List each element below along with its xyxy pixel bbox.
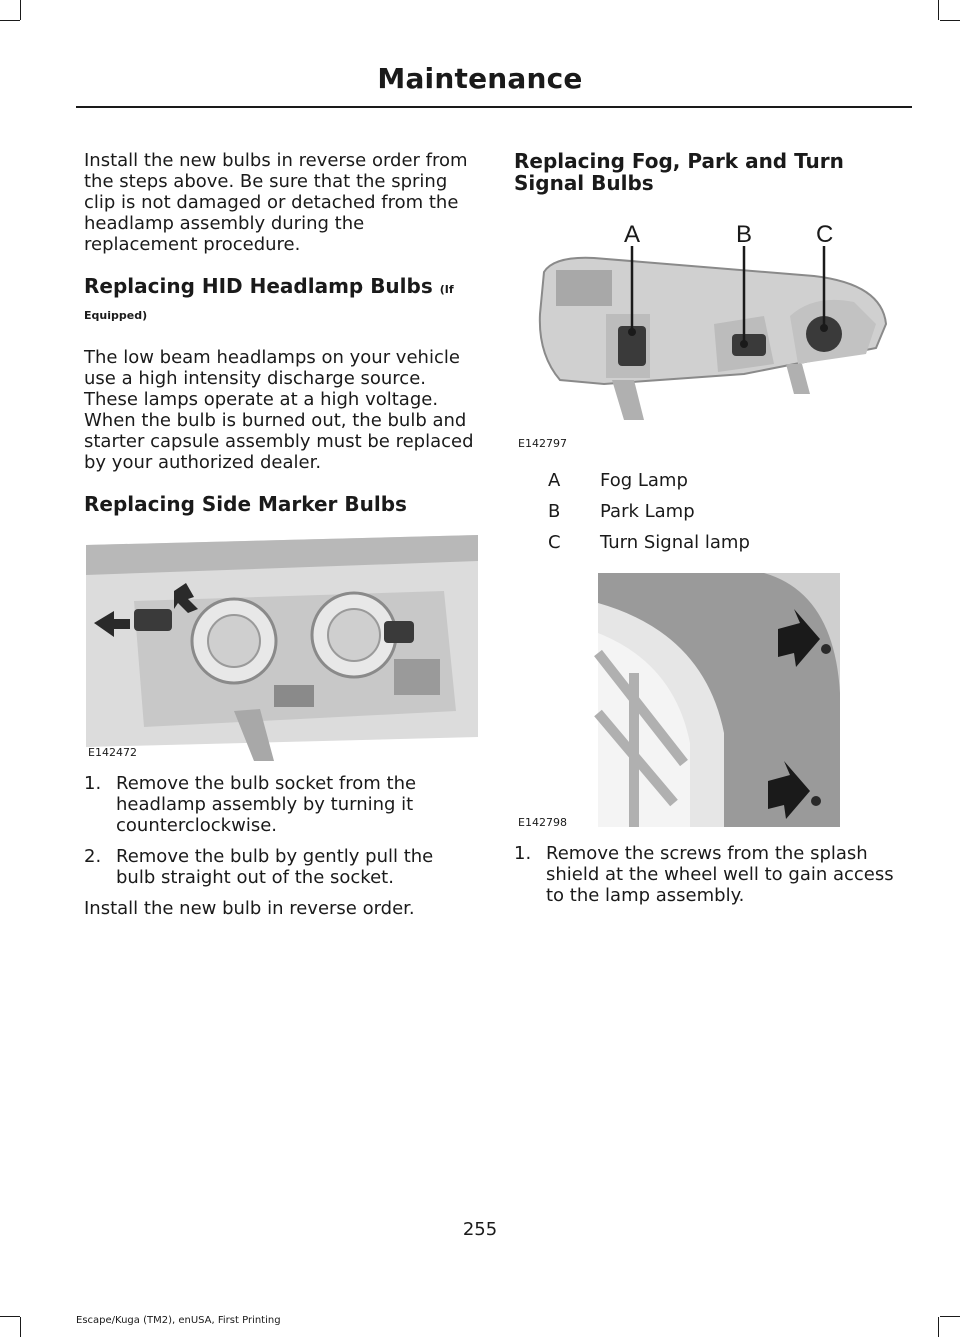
callout-b: B — [736, 221, 753, 248]
legend-key: C — [548, 532, 561, 553]
wheel-well-illustration — [514, 563, 906, 833]
page-title: Maintenance — [377, 62, 583, 95]
callout-a: A — [624, 221, 641, 248]
closing-paragraph: Install the new bulb in reverse order. — [84, 898, 415, 919]
crop-mark — [20, 1317, 21, 1337]
list-item — [514, 843, 910, 906]
crop-mark — [938, 1317, 939, 1337]
callout-c: C — [816, 221, 834, 248]
step-text: Remove the screws from the splash shield at the wheel well to gain access to the lamp assembly. — [546, 843, 894, 906]
legend-value: Fog Lamp — [600, 470, 688, 491]
legend-key: A — [548, 470, 561, 491]
header-divider — [76, 106, 912, 108]
step-number: 2. — [84, 846, 102, 867]
splash-shield-steps — [514, 843, 910, 906]
hid-heading-text: Replacing HID Headlamp Bulbs — [84, 274, 433, 298]
legend — [514, 470, 910, 553]
legend-key: B — [548, 501, 561, 522]
figure-code: E142797 — [518, 437, 567, 450]
step-number: 1. — [514, 843, 532, 864]
step-text: Remove the bulb by gently pull the bulb straight out of the socket. — [116, 846, 434, 888]
step-text: Remove the bulb socket from the headlamp assembly by turning it counterclockwise. — [116, 773, 417, 836]
list-item — [84, 846, 476, 888]
left-column — [84, 150, 476, 919]
legend-row — [514, 501, 910, 522]
crop-mark — [0, 20, 20, 21]
fog-park-turn-figure — [514, 204, 906, 454]
page-number: 255 — [462, 1219, 498, 1240]
hid-heading — [84, 275, 476, 327]
legend-row — [514, 470, 910, 491]
intro-paragraph: Install the new bulbs in reverse order from the steps above. Be sure that the spring clip is not damaged or detached from the headlamp assembly during the replacement procedure. — [84, 150, 468, 255]
fog-park-turn-heading: Replacing Fog, Park and Turn Signal Bulbs — [514, 149, 844, 195]
lamp-housing-illustration — [514, 204, 906, 454]
headlamp-assembly-illustration — [84, 531, 480, 763]
legend-value: Turn Signal lamp — [600, 532, 750, 553]
list-item — [84, 773, 476, 836]
crop-mark — [938, 0, 939, 20]
crop-mark — [940, 1316, 960, 1317]
legend-value: Park Lamp — [600, 501, 695, 522]
right-column — [514, 150, 910, 906]
hid-paragraph: The low beam headlamps on your vehicle use a high intensity discharge source. These lamps operate at a high voltage. When the bulb is burned out, the bulb and starter capsule assembly must be replaced by your authorized dealer. — [84, 347, 474, 473]
legend-row — [514, 532, 910, 553]
figure-code: E142798 — [518, 816, 567, 829]
footer-text: Escape/Kuga (TM2), enUSA, First Printing — [76, 1315, 281, 1326]
crop-mark — [20, 0, 21, 20]
crop-mark — [0, 1316, 20, 1317]
figure-code: E142472 — [88, 746, 137, 759]
side-marker-steps — [84, 773, 476, 888]
side-marker-heading: Replacing Side Marker Bulbs — [84, 492, 407, 516]
step-number: 1. — [84, 773, 102, 794]
crop-mark — [940, 20, 960, 21]
splash-shield-figure — [514, 563, 906, 833]
side-marker-figure — [84, 531, 480, 763]
hid-heading-note: (If Equipped) — [84, 283, 454, 322]
